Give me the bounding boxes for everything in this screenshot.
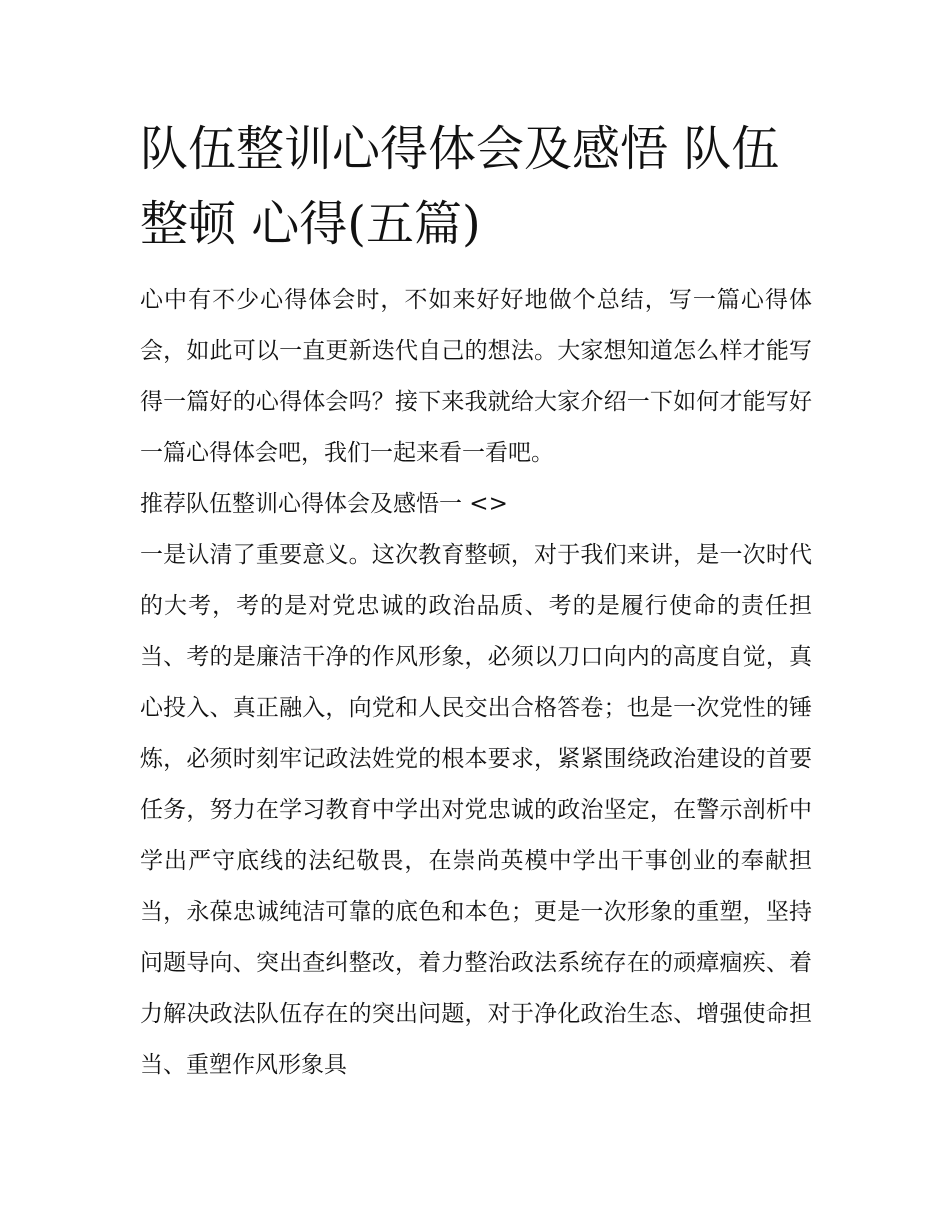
section-heading: 推荐队伍整训心得体会及感悟一 <> xyxy=(140,491,508,517)
section-body-paragraph: 一是认清了重要意义。这次教育整顿，对于我们来讲，是一次时代的大考，考的是对党忠诚的政治品质、考的是履行使命的责任担当、考的是廉洁干净的作风形象，必须以刀口向内的高度自觉，真心投入、真正融入，向党和人民交出合格答卷；也是一次党性的锤炼，必须时刻牢记政法姓党的根本要求，紧紧围绕政治建设的首要任务，努力在学习教育中学出对党忠诚的政治坚定，在警示剖析中学出严守底线的法纪敬畏，在崇尚英模中学出干事创业的奉献担当，永葆忠诚纯洁可靠的底色和本色；更是一次形象的重塑，坚持问题导向、突出查纠整改，着力整治政法系统存在的顽瘴痼疾、着力解决政法队伍存在的突出问题，对于净化政治生态、增强使命担当、重塑作风形象具 xyxy=(140,542,812,1078)
document-title xyxy=(140,112,812,262)
document-title-line-2: 整顿 心得(五篇) xyxy=(140,196,481,252)
document-page xyxy=(140,112,812,1091)
document-title-line-1: 队伍整训心得体会及感悟 队伍 xyxy=(140,121,780,177)
intro-paragraph: 心中有不少心得体会时，不如来好好地做个总结，写一篇心得体会，如此可以一直更新迭代自己的想法。大家想知道怎么样才能写得一篇好的心得体会吗？接下来我就给大家介绍一下如何才能写好一篇心得体会吧，我们一起来看一看吧。 xyxy=(140,287,812,466)
